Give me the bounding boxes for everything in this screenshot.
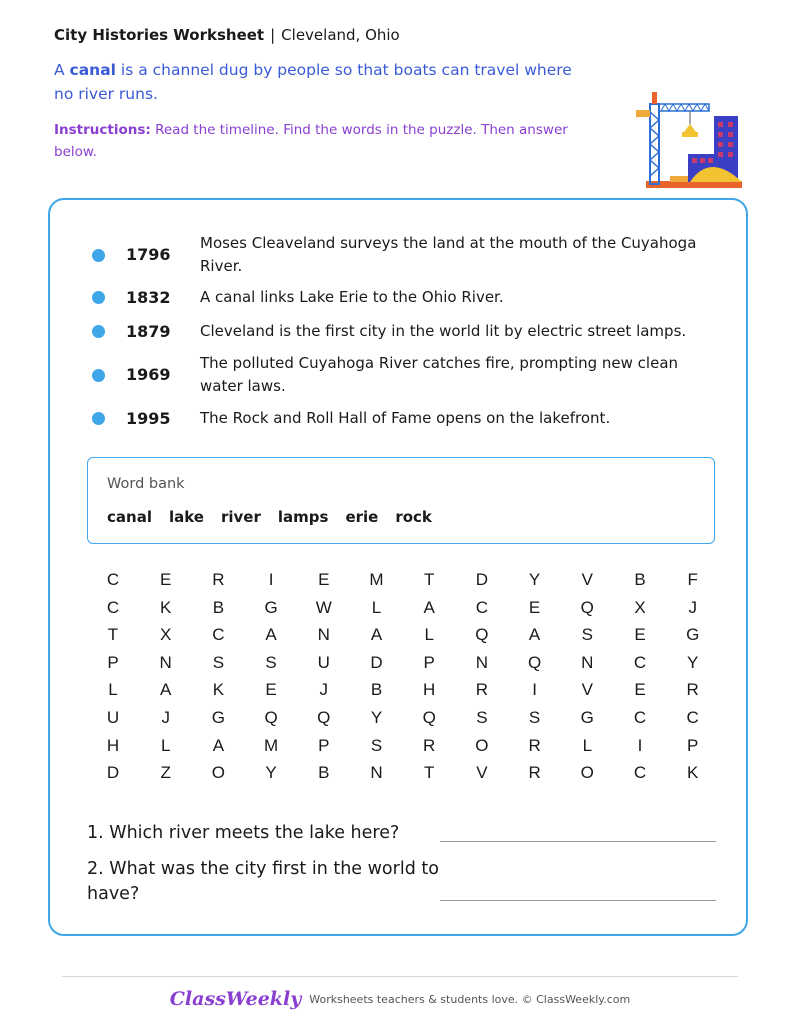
puzzle-letter[interactable]: N xyxy=(475,652,489,672)
puzzle-letter[interactable]: S xyxy=(212,652,225,672)
puzzle-letter[interactable]: X xyxy=(634,597,646,617)
timeline-item xyxy=(50,407,746,430)
instructions-text: Read the timeline. Find the words in the puzzle. Then answer below. xyxy=(54,122,568,160)
puzzle-letter[interactable]: G xyxy=(580,708,594,727)
puzzle-letter[interactable]: Y xyxy=(687,652,699,672)
puzzle-letter[interactable]: Q xyxy=(580,597,594,617)
puzzle-letter[interactable]: K xyxy=(687,763,699,783)
timeline-year: 1832 xyxy=(126,287,171,307)
instructions-label: Instructions: xyxy=(54,122,151,138)
puzzle-letter[interactable]: B xyxy=(318,763,330,783)
puzzle-letter[interactable]: W xyxy=(315,597,332,617)
puzzle-letter[interactable]: L xyxy=(371,597,382,617)
puzzle-letter[interactable]: Y xyxy=(528,570,541,589)
puzzle-letter[interactable]: M xyxy=(369,570,384,589)
puzzle-letter[interactable]: L xyxy=(160,735,171,755)
puzzle-letter[interactable]: R xyxy=(528,763,541,783)
construction-crane-illustration xyxy=(632,86,744,192)
puzzle-letter[interactable]: R xyxy=(686,680,699,700)
puzzle-letter[interactable]: R xyxy=(423,735,436,755)
timeline-item xyxy=(50,232,746,278)
question-2: 2. What was the city first in the world to have? xyxy=(87,859,439,904)
puzzle-letter[interactable]: A xyxy=(370,625,383,645)
puzzle-letter[interactable]: G xyxy=(264,597,278,617)
puzzle-letter[interactable]: S xyxy=(581,625,593,645)
answer-line-1[interactable] xyxy=(440,841,716,842)
timeline-year: 1879 xyxy=(126,321,171,341)
puzzle-letter[interactable]: M xyxy=(264,735,279,755)
puzzle-letter[interactable]: P xyxy=(423,652,435,672)
worksheet-location: Cleveland, Ohio xyxy=(281,26,400,44)
timeline-bullet xyxy=(92,325,105,338)
puzzle-letter[interactable]: U xyxy=(317,652,330,672)
puzzle-letter[interactable]: F xyxy=(687,570,698,589)
word-bank-word: canal xyxy=(107,508,152,526)
puzzle-letter[interactable]: O xyxy=(475,735,489,755)
puzzle-letter[interactable]: C xyxy=(106,597,120,617)
puzzle-letter[interactable]: N xyxy=(317,625,330,645)
word-bank-word: lamps xyxy=(277,508,329,526)
puzzle-letter[interactable]: T xyxy=(107,625,119,645)
puzzle-letter[interactable]: U xyxy=(106,708,120,727)
puzzle-letter[interactable]: X xyxy=(160,625,172,645)
puzzle-letter[interactable]: G xyxy=(686,625,700,645)
puzzle-letter[interactable]: A xyxy=(160,680,172,700)
puzzle-letter[interactable]: S xyxy=(265,652,277,672)
puzzle-letter[interactable]: C xyxy=(106,570,120,589)
puzzle-letter[interactable]: V xyxy=(476,763,488,783)
word-bank-word: rock xyxy=(395,508,432,526)
puzzle-letter[interactable]: Q xyxy=(422,708,436,727)
word-bank-label: Word bank xyxy=(107,476,185,492)
puzzle-letter[interactable]: E xyxy=(160,570,172,589)
puzzle-letter[interactable]: I xyxy=(268,570,274,589)
puzzle-letter[interactable]: C xyxy=(212,625,225,645)
puzzle-letter[interactable]: B xyxy=(370,680,383,700)
puzzle-letter[interactable]: Q xyxy=(475,625,489,645)
puzzle-letter[interactable]: Q xyxy=(527,652,542,672)
header-separator: | xyxy=(270,26,276,44)
puzzle-letter[interactable]: D xyxy=(370,652,383,672)
puzzle-letter[interactable]: A xyxy=(423,597,435,617)
timeline-puzzle-card xyxy=(48,198,748,936)
puzzle-letter[interactable]: C xyxy=(633,708,647,727)
puzzle-letter[interactable]: Y xyxy=(265,763,277,783)
puzzle-letter[interactable]: D xyxy=(106,763,120,783)
word-bank-word: erie xyxy=(345,508,379,526)
worksheet-title: City Histories Worksheet xyxy=(54,26,265,44)
footer xyxy=(0,988,800,1010)
puzzle-letter[interactable]: S xyxy=(476,708,488,727)
definition-prefix: A xyxy=(54,61,70,79)
puzzle-letter[interactable]: N xyxy=(370,763,383,783)
question-1: 1. Which river meets the lake here? xyxy=(87,823,400,843)
puzzle-letter[interactable]: H xyxy=(423,680,436,700)
puzzle-letter[interactable]: V xyxy=(581,570,593,589)
puzzle-letter[interactable]: E xyxy=(265,680,277,700)
footer-tagline: Worksheets teachers & students love. © ClassWeekly.com xyxy=(309,992,631,1006)
timeline-text: The Rock and Roll Hall of Fame opens on the lakefront. xyxy=(200,409,611,427)
brand-logo: ClassWeekly xyxy=(169,988,302,1010)
puzzle-letter[interactable]: O xyxy=(580,763,594,783)
timeline-item xyxy=(50,320,746,343)
timeline-year: 1796 xyxy=(126,245,171,264)
puzzle-letter[interactable]: Q xyxy=(317,708,331,727)
puzzle-letter[interactable]: J xyxy=(688,597,697,617)
canal-definition xyxy=(54,58,594,106)
puzzle-letter[interactable]: S xyxy=(528,708,541,727)
word-bank xyxy=(87,457,715,544)
puzzle-letter[interactable]: E xyxy=(634,625,646,645)
timeline-year: 1995 xyxy=(126,408,171,428)
worksheet-header xyxy=(54,26,400,44)
puzzle-letter[interactable]: E xyxy=(634,680,646,700)
puzzle-letter[interactable]: J xyxy=(161,708,170,727)
puzzle-letter[interactable]: I xyxy=(637,735,643,755)
puzzle-letter[interactable]: Z xyxy=(160,763,171,783)
puzzle-letter[interactable]: P xyxy=(318,735,330,755)
puzzle-letter[interactable]: B xyxy=(634,570,646,589)
puzzle-letter[interactable]: T xyxy=(423,763,435,783)
timeline-bullet xyxy=(92,249,105,262)
word-bank-word: river xyxy=(220,508,261,526)
puzzle-letter[interactable]: R xyxy=(212,570,225,589)
puzzle-letter[interactable]: A xyxy=(265,625,277,645)
timeline-text: A canal links Lake Erie to the Ohio River. xyxy=(200,288,504,306)
timeline-text: Cleveland is the first city in the world lit by electric street lamps. xyxy=(200,322,687,340)
puzzle-letter[interactable]: C xyxy=(475,597,489,617)
puzzle-letter[interactable]: T xyxy=(423,570,435,589)
puzzle-letter[interactable]: E xyxy=(528,597,541,617)
puzzle-letter[interactable]: N xyxy=(159,652,172,672)
word-bank-words xyxy=(107,508,432,526)
puzzle-letter[interactable]: J xyxy=(319,680,329,700)
puzzle-letter[interactable]: D xyxy=(475,570,489,589)
puzzle-letter[interactable]: Y xyxy=(370,708,383,727)
puzzle-letter[interactable]: L xyxy=(582,735,593,755)
answer-line-2[interactable] xyxy=(440,900,716,901)
puzzle-letter[interactable]: B xyxy=(212,597,225,617)
timeline-item xyxy=(50,352,746,398)
timeline-item xyxy=(50,286,746,309)
puzzle-letter[interactable]: R xyxy=(475,680,489,700)
definition-text: is a channel dug by people so that boats can travel where no river runs. xyxy=(54,61,572,103)
puzzle-letter[interactable]: C xyxy=(686,708,699,727)
puzzle-letter[interactable]: Q xyxy=(264,708,278,727)
definition-term: canal xyxy=(69,61,116,79)
puzzle-letter[interactable]: K xyxy=(160,597,172,617)
puzzle-letter[interactable]: S xyxy=(370,735,383,755)
puzzle-letter[interactable]: P xyxy=(107,652,119,672)
timeline-text: The polluted Cuyahoga River catches fire, prompting new clean water laws. xyxy=(200,354,679,395)
footer-divider xyxy=(62,976,738,977)
puzzle-letter[interactable]: N xyxy=(581,652,594,672)
puzzle-letter[interactable]: L xyxy=(108,680,118,700)
timeline-bullet xyxy=(92,412,105,425)
puzzle-letter[interactable]: V xyxy=(581,680,593,700)
puzzle-letter[interactable]: O xyxy=(211,763,225,783)
puzzle-letter[interactable]: C xyxy=(633,652,647,672)
puzzle-letter[interactable]: E xyxy=(318,570,330,589)
puzzle-letter[interactable]: R xyxy=(528,735,541,755)
timeline-bullet xyxy=(92,291,105,304)
puzzle-letter[interactable]: P xyxy=(687,735,699,755)
puzzle-letter[interactable]: A xyxy=(212,735,225,755)
puzzle-letter[interactable]: H xyxy=(106,735,120,755)
timeline-year: 1969 xyxy=(126,365,171,384)
word-bank-word: lake xyxy=(168,508,204,526)
timeline-text: Moses Cleaveland surveys the land at the mouth of the Cuyahoga River. xyxy=(200,234,697,275)
instructions xyxy=(54,119,574,163)
puzzle-letter[interactable]: A xyxy=(528,625,541,645)
timeline-bullet xyxy=(92,369,105,382)
puzzle-letter[interactable]: L xyxy=(424,625,434,645)
puzzle-letter[interactable]: G xyxy=(211,708,225,727)
puzzle-letter[interactable]: C xyxy=(633,763,647,783)
puzzle-letter[interactable]: K xyxy=(212,680,225,700)
puzzle-letter[interactable]: I xyxy=(532,680,537,700)
